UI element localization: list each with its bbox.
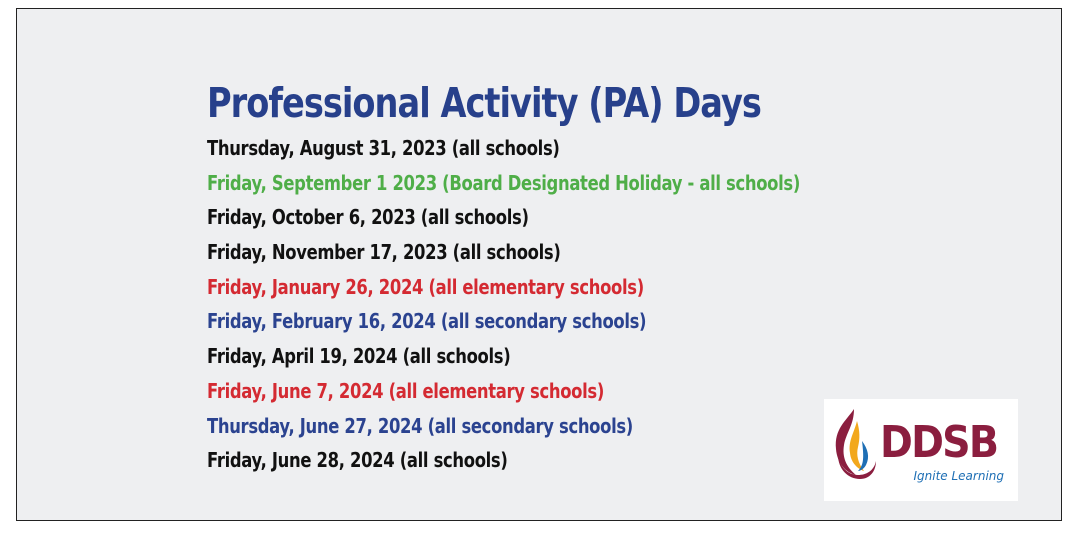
pa-day-item: Friday, April 19, 2024 (all schools) (207, 344, 511, 369)
pa-day-item: Friday, October 6, 2023 (all schools) (207, 205, 529, 230)
pa-day-item: Friday, September 1 2023 (Board Designated Holiday - all schools) (207, 170, 800, 195)
pa-day-item: Friday, January 26, 2024 (all elementary schools) (207, 274, 644, 299)
page-title: Professional Activity (PA) Days (207, 79, 761, 127)
pa-days-content (207, 79, 930, 478)
pa-day-item: Friday, June 7, 2024 (all elementary schools) (207, 378, 604, 403)
logo-tagline: Ignite Learning (913, 469, 1004, 483)
pa-days-list (207, 131, 930, 478)
logo-wordmark: DDSB (880, 417, 998, 468)
pa-day-item: Friday, June 28, 2024 (all schools) (207, 448, 508, 473)
pa-day-item: Thursday, August 31, 2023 (all schools) (207, 136, 560, 160)
flame-icon (824, 399, 884, 501)
document-frame (16, 8, 1062, 521)
pa-day-item: Thursday, June 27, 2024 (all secondary schools) (207, 413, 633, 438)
ddsb-logo (824, 399, 1018, 501)
pa-day-item: Friday, November 17, 2023 (all schools) (207, 240, 561, 265)
pa-day-item: Friday, February 16, 2024 (all secondary schools) (207, 309, 647, 334)
